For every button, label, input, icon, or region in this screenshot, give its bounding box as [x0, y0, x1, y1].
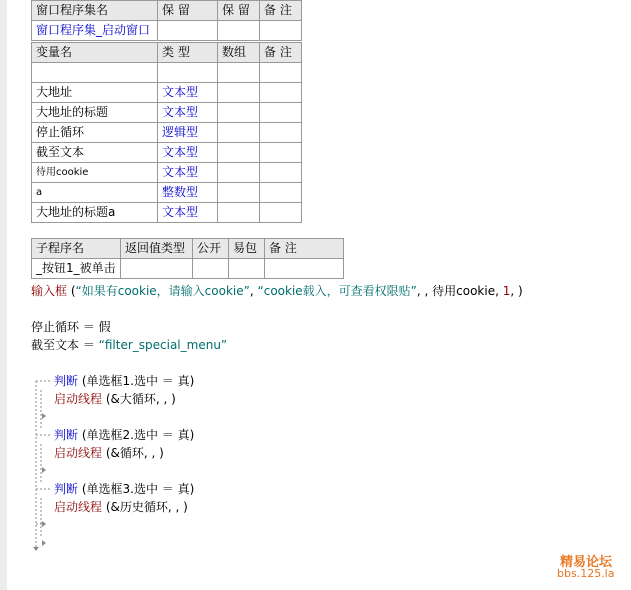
command-name: 启动线程 [54, 500, 103, 514]
watermark-title: 精易论坛 [560, 555, 613, 570]
string-literal: “filter_special_menu” [98, 338, 228, 352]
variable-type-cell[interactable]: 文本型 [158, 203, 218, 223]
variable-type-cell[interactable]: 整数型 [158, 183, 218, 203]
code-text: (单选框1.选中 ＝ 真) [78, 374, 195, 388]
code-text: 停止循环 ＝ 假 [31, 320, 111, 334]
variable-name-cell[interactable]: 待用cookie [32, 163, 158, 183]
watermark-url: bbs.125.la [557, 567, 615, 580]
variable-type-cell[interactable]: 文本型 [158, 103, 218, 123]
code-text: (&历史循环, , ) [102, 500, 188, 514]
keyword-if: 判断 [54, 374, 79, 388]
variable-name-cell[interactable]: 大地址的标题a [32, 203, 158, 223]
code-line-start-thread-3[interactable] [54, 498, 188, 516]
header-cell: 保 留 [218, 1, 260, 21]
code-text: , [249, 284, 258, 298]
variable-name-cell[interactable]: 截至文本 [32, 143, 158, 163]
header-cell: 数组 [218, 43, 260, 63]
command-name: 启动线程 [54, 392, 103, 406]
header-cell: 保 留 [158, 1, 218, 21]
header-cell: 变量名 [32, 43, 158, 63]
code-text: , , 待用cookie, [416, 284, 503, 298]
code-line-if-2[interactable] [54, 426, 194, 444]
subroutine-name-cell[interactable]: _按钮1_被单击 [32, 259, 121, 279]
code-text: (&循环, , ) [102, 446, 164, 460]
code-text: (&大循环, , ) [102, 392, 176, 406]
variable-name-cell[interactable]: 大地址 [32, 83, 158, 103]
variable-name-cell[interactable]: a [32, 183, 158, 203]
header-cell: 返回值类型 [121, 239, 193, 259]
code-line-if-1[interactable] [54, 372, 194, 390]
variable-name-cell[interactable]: 大地址的标题 [32, 103, 158, 123]
keyword-if: 判断 [54, 482, 79, 496]
code-text: , ) [510, 284, 523, 298]
header-cell: 易包 [229, 239, 265, 259]
variable-type-cell[interactable]: 文本型 [158, 143, 218, 163]
header-cell: 子程序名 [32, 239, 121, 259]
assembly-name-cell[interactable]: 窗口程序集_启动窗口 [32, 21, 158, 41]
header-cell: 备 注 [260, 1, 302, 21]
keyword-if: 判断 [54, 428, 79, 442]
command-name: 启动线程 [54, 446, 103, 460]
header-cell: 备 注 [265, 239, 344, 259]
variable-name-cell[interactable]: 停止循环 [32, 123, 158, 143]
code-text: (单选框3.选中 ＝ 真) [78, 482, 195, 496]
code-text: 截至文本 ＝ [31, 338, 99, 352]
string-literal: “如果有cookie，请输入cookie” [75, 284, 250, 298]
code-text: (单选框2.选中 ＝ 真) [78, 428, 195, 442]
variable-type-cell[interactable]: 文本型 [158, 83, 218, 103]
header-cell: 备 注 [260, 43, 302, 63]
variable-type-cell[interactable]: 文本型 [158, 163, 218, 183]
code-text: ( [67, 284, 76, 298]
header-cell: 窗口程序集名 [32, 1, 158, 21]
command-name: 输入框 [31, 284, 68, 298]
code-line-start-thread-1[interactable] [54, 390, 176, 408]
code-line-if-3[interactable] [54, 480, 194, 498]
string-literal: “cookie载入，可查看权限贴” [257, 284, 417, 298]
header-cell: 公开 [193, 239, 229, 259]
code-line-start-thread-2[interactable] [54, 444, 164, 462]
variable-type-cell[interactable]: 逻辑型 [158, 123, 218, 143]
header-cell: 类 型 [158, 43, 218, 63]
number-literal: 1 [502, 284, 511, 298]
